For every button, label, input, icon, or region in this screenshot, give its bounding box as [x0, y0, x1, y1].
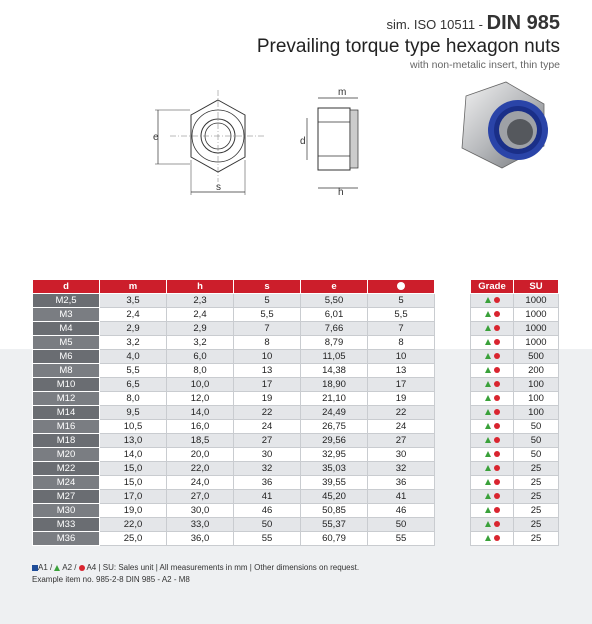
grade-cell: [471, 490, 514, 504]
example-item: Example item no. 985-2-8 DIN 985 - A2 - M8: [32, 575, 190, 584]
grade-cell: [471, 504, 514, 518]
grade-cell: [471, 406, 514, 420]
dim-d-label: d: [300, 136, 306, 147]
a4-dot-icon: [494, 451, 500, 457]
table-cell: 9,5: [100, 406, 167, 420]
dim-s-label: s: [216, 182, 221, 193]
a4-dot-icon: [494, 521, 500, 527]
col-header-h: h: [167, 280, 234, 294]
page-subtitle: with non-metalic insert, thin type: [410, 59, 560, 71]
table-cell: M18: [33, 434, 100, 448]
table-cell: 19,0: [100, 504, 167, 518]
a2-triangle-icon: [485, 311, 491, 317]
table-cell: 10,0: [167, 378, 234, 392]
nut-photo: [440, 72, 560, 182]
table-cell: 46: [234, 504, 301, 518]
a2-triangle-icon: [485, 451, 491, 457]
a2-triangle-icon: [485, 507, 491, 513]
su-cell: 25: [514, 532, 559, 546]
table-row: [33, 378, 435, 392]
table-cell: 4,0: [100, 350, 167, 364]
a2-triangle-icon: [485, 535, 491, 541]
su-row: [471, 476, 559, 490]
su-row: [471, 378, 559, 392]
table-cell: 10: [234, 350, 301, 364]
a2-triangle-icon: [485, 325, 491, 331]
su-cell: 25: [514, 490, 559, 504]
table-cell: 17: [234, 378, 301, 392]
col-header-m: m: [100, 280, 167, 294]
table-cell: 15,0: [100, 476, 167, 490]
grade-cell: [471, 336, 514, 350]
table-cell: 8: [234, 336, 301, 350]
grade-cell: [471, 308, 514, 322]
a4-dot-icon: [494, 493, 500, 499]
table-cell: M8: [33, 364, 100, 378]
grade-cell: [471, 392, 514, 406]
a2-triangle-icon: [485, 465, 491, 471]
table-cell: 10,5: [100, 420, 167, 434]
col-header-su: SU: [514, 280, 559, 294]
table-cell: M4: [33, 322, 100, 336]
su-cell: 200: [514, 364, 559, 378]
a2-triangle-icon: [485, 297, 491, 303]
table-row: [33, 350, 435, 364]
table-row: [33, 336, 435, 350]
a4-dot-icon: [494, 297, 500, 303]
table-cell: 32,95: [301, 448, 368, 462]
su-row: [471, 350, 559, 364]
table-row: [33, 364, 435, 378]
table-cell: 8,0: [100, 392, 167, 406]
table-cell: 50,85: [301, 504, 368, 518]
su-cell: 1000: [514, 336, 559, 350]
table-cell: 8,79: [301, 336, 368, 350]
a2-triangle-icon: [485, 409, 491, 415]
a2-triangle-icon: [485, 381, 491, 387]
su-row: [471, 518, 559, 532]
table-cell: 25,0: [100, 532, 167, 546]
a4-dot-icon: [494, 381, 500, 387]
dim-e-label: e: [153, 132, 159, 143]
grade-cell: [471, 462, 514, 476]
su-cell: 25: [514, 462, 559, 476]
nut-icon: [397, 282, 405, 290]
su-row: [471, 392, 559, 406]
grade-su-table: [470, 279, 559, 546]
table-header-row: [33, 280, 435, 294]
table-cell: 24,0: [167, 476, 234, 490]
col-header-grade: Grade: [471, 280, 514, 294]
table-cell: 36,0: [167, 532, 234, 546]
su-cell: 50: [514, 420, 559, 434]
table-cell: M14: [33, 406, 100, 420]
a4-dot-icon: [494, 325, 500, 331]
su-row: [471, 420, 559, 434]
su-row: [471, 294, 559, 308]
table-cell: 14,0: [100, 448, 167, 462]
table-cell: 3,5: [100, 294, 167, 308]
table-cell: 14,0: [167, 406, 234, 420]
col-header-d: d: [33, 280, 100, 294]
dim-m-label: m: [338, 87, 347, 98]
legend-a1: A1 /: [38, 563, 55, 572]
technical-drawing: [150, 82, 360, 202]
table-cell: 12,0: [167, 392, 234, 406]
table-cell: 2,4: [100, 308, 167, 322]
table-cell: 3,2: [167, 336, 234, 350]
a4-dot-icon: [494, 367, 500, 373]
a4-dot-icon: [494, 423, 500, 429]
a2-triangle-icon: [485, 353, 491, 359]
table-row: [33, 462, 435, 476]
table-cell: M12: [33, 392, 100, 406]
standard-name: DIN 985: [486, 12, 560, 34]
table-cell: 29,56: [301, 434, 368, 448]
su-row: [471, 462, 559, 476]
table-cell: 22: [368, 406, 435, 420]
page-header: [257, 12, 560, 72]
table-row: [33, 294, 435, 308]
table-cell: 2,3: [167, 294, 234, 308]
su-header-row: [471, 280, 559, 294]
table-cell: 16,0: [167, 420, 234, 434]
table-cell: 19: [234, 392, 301, 406]
table-cell: 5,5: [368, 308, 435, 322]
grade-cell: [471, 350, 514, 364]
legend-a4: A4 | SU: Sales unit | All measurements in mm | Other dimensions on request.: [84, 563, 360, 572]
a2-triangle-icon: [485, 479, 491, 485]
table-cell: 6,0: [167, 350, 234, 364]
table-cell: 22: [234, 406, 301, 420]
table-cell: 27,0: [167, 490, 234, 504]
table-cell: 21,10: [301, 392, 368, 406]
table-cell: M36: [33, 532, 100, 546]
table-cell: 11,05: [301, 350, 368, 364]
a4-dot-icon: [494, 339, 500, 345]
table-cell: M30: [33, 504, 100, 518]
table-cell: 7: [368, 322, 435, 336]
su-cell: 1000: [514, 308, 559, 322]
su-row: [471, 504, 559, 518]
table-cell: 17: [368, 378, 435, 392]
table-cell: 30: [234, 448, 301, 462]
table-cell: 36: [234, 476, 301, 490]
su-cell: 50: [514, 448, 559, 462]
table-row: [33, 420, 435, 434]
table-cell: 6,01: [301, 308, 368, 322]
a4-dot-icon: [494, 465, 500, 471]
table-cell: 3,2: [100, 336, 167, 350]
table-cell: 7: [234, 322, 301, 336]
a4-dot-icon: [494, 507, 500, 513]
table-cell: 24: [368, 420, 435, 434]
su-row: [471, 406, 559, 420]
grade-cell: [471, 532, 514, 546]
side-view-body: [318, 108, 350, 170]
table-cell: 8,0: [167, 364, 234, 378]
su-row: [471, 490, 559, 504]
table-cell: M2,5: [33, 294, 100, 308]
grade-cell: [471, 434, 514, 448]
legend-a2: A2 /: [60, 563, 79, 572]
table-cell: 5: [368, 294, 435, 308]
su-cell: 100: [514, 406, 559, 420]
table-cell: 46: [368, 504, 435, 518]
su-row: [471, 308, 559, 322]
su-cell: 25: [514, 518, 559, 532]
table-cell: 55: [368, 532, 435, 546]
table-cell: M16: [33, 420, 100, 434]
su-cell: 500: [514, 350, 559, 364]
table-cell: 41: [234, 490, 301, 504]
su-cell: 100: [514, 392, 559, 406]
grade-cell: [471, 518, 514, 532]
side-view-insert: [350, 110, 358, 168]
grade-cell: [471, 378, 514, 392]
table-row: [33, 406, 435, 420]
table-cell: 27: [368, 434, 435, 448]
table-row: [33, 392, 435, 406]
table-cell: 60,79: [301, 532, 368, 546]
table-cell: 22,0: [167, 462, 234, 476]
table-row: [33, 504, 435, 518]
su-row: [471, 364, 559, 378]
table-cell: M24: [33, 476, 100, 490]
su-cell: 50: [514, 434, 559, 448]
col-header-e: e: [301, 280, 368, 294]
table-cell: 30: [368, 448, 435, 462]
table-cell: 2,4: [167, 308, 234, 322]
table-cell: 17,0: [100, 490, 167, 504]
table-row: [33, 476, 435, 490]
table-cell: 39,55: [301, 476, 368, 490]
table-cell: 30,0: [167, 504, 234, 518]
standard-line: [257, 12, 560, 36]
grade-cell: [471, 448, 514, 462]
table-cell: 35,03: [301, 462, 368, 476]
table-cell: 55: [234, 532, 301, 546]
table-cell: 10: [368, 350, 435, 364]
table-row: [33, 322, 435, 336]
table-cell: 2,9: [167, 322, 234, 336]
table-cell: 8: [368, 336, 435, 350]
table-cell: 50: [368, 518, 435, 532]
table-cell: 24,49: [301, 406, 368, 420]
a2-triangle-icon: [485, 395, 491, 401]
table-cell: 41: [368, 490, 435, 504]
table-cell: 32: [234, 462, 301, 476]
table-cell: 36: [368, 476, 435, 490]
table-cell: 15,0: [100, 462, 167, 476]
table-cell: M33: [33, 518, 100, 532]
su-cell: 1000: [514, 294, 559, 308]
su-row: [471, 448, 559, 462]
a2-triangle-icon: [485, 367, 491, 373]
table-cell: 19: [368, 392, 435, 406]
table-cell: 22,0: [100, 518, 167, 532]
a2-triangle-icon: [485, 521, 491, 527]
a4-dot-icon: [494, 437, 500, 443]
su-cell: 1000: [514, 322, 559, 336]
col-header-s: s: [234, 280, 301, 294]
a2-triangle-icon: [485, 423, 491, 429]
table-cell: 6,5: [100, 378, 167, 392]
table-cell: 13: [234, 364, 301, 378]
su-row: [471, 336, 559, 350]
grade-cell: [471, 322, 514, 336]
table-cell: 5,5: [234, 308, 301, 322]
table-cell: 2,9: [100, 322, 167, 336]
table-cell: M22: [33, 462, 100, 476]
table-cell: 7,66: [301, 322, 368, 336]
col-header-wrench-size: [368, 280, 435, 294]
table-cell: 5,5: [100, 364, 167, 378]
table-cell: M20: [33, 448, 100, 462]
table-row: [33, 532, 435, 546]
table-cell: M27: [33, 490, 100, 504]
su-row: [471, 322, 559, 336]
table-cell: 33,0: [167, 518, 234, 532]
a4-dot-icon: [494, 535, 500, 541]
su-row: [471, 532, 559, 546]
table-row: [33, 518, 435, 532]
table-cell: 26,75: [301, 420, 368, 434]
a2-triangle-icon: [485, 437, 491, 443]
su-cell: 25: [514, 504, 559, 518]
dim-h-label: h: [338, 187, 344, 198]
table-cell: 5,50: [301, 294, 368, 308]
table-cell: M3: [33, 308, 100, 322]
legend: [32, 563, 359, 572]
grade-cell: [471, 476, 514, 490]
table-cell: 18,5: [167, 434, 234, 448]
table-cell: 13,0: [100, 434, 167, 448]
table-cell: M6: [33, 350, 100, 364]
table-row: [33, 308, 435, 322]
standard-prefix: sim. ISO 10511 -: [386, 17, 487, 32]
table-row: [33, 434, 435, 448]
a4-dot-icon: [494, 479, 500, 485]
table-cell: M5: [33, 336, 100, 350]
a4-dot-icon: [494, 311, 500, 317]
table-cell: 20,0: [167, 448, 234, 462]
table-cell: 13: [368, 364, 435, 378]
table-cell: 18,90: [301, 378, 368, 392]
a4-dot-icon: [494, 353, 500, 359]
grade-cell: [471, 294, 514, 308]
table-cell: 32: [368, 462, 435, 476]
grade-cell: [471, 364, 514, 378]
a2-triangle-icon: [485, 493, 491, 499]
table-cell: 55,37: [301, 518, 368, 532]
table-cell: 27: [234, 434, 301, 448]
a4-dot-icon: [494, 409, 500, 415]
dimensions-table: [32, 279, 435, 546]
grade-cell: [471, 420, 514, 434]
a4-dot-icon: [494, 395, 500, 401]
su-cell: 100: [514, 378, 559, 392]
table-row: [33, 490, 435, 504]
table-cell: 14,38: [301, 364, 368, 378]
table-cell: 5: [234, 294, 301, 308]
table-cell: 45,20: [301, 490, 368, 504]
a2-triangle-icon: [485, 339, 491, 345]
table-cell: 50: [234, 518, 301, 532]
table-row: [33, 448, 435, 462]
su-cell: 25: [514, 476, 559, 490]
su-row: [471, 434, 559, 448]
page-title: Prevailing torque type hexagon nuts: [256, 36, 560, 57]
table-cell: 24: [234, 420, 301, 434]
table-cell: M10: [33, 378, 100, 392]
